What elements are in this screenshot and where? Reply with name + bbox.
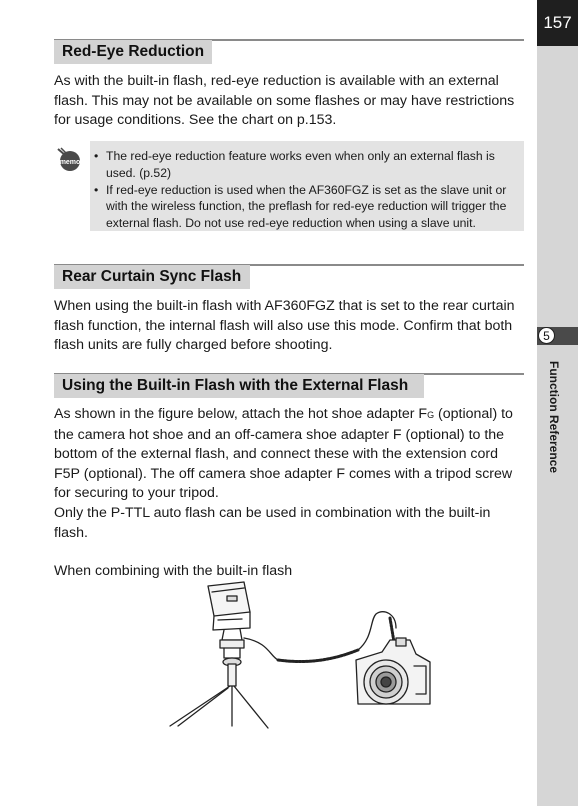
builtin-external-paragraph: As shown in the figure below, attach the hot shoe adapter FG (optional) to the camera hot shoe and an off-camera shoe adapter F (optional) to the bottom of the external flash, and connect these with the extension cord F5P (optional). The off camera shoe adapter F comes with a tripod screw for securing to your tripod. Only the P-TTL auto flash can be used in combination with the built-in flash. When combining with the built-in flash — [54, 406, 513, 580]
section-heading-builtin-external: Using the Built-in Flash with the External Flash — [54, 374, 424, 398]
section-heading-rear-curtain: Rear Curtain Sync Flash — [54, 265, 250, 289]
svg-text:memo: memo — [59, 159, 81, 166]
memo-item: • The red-eye reduction feature works even when only an external flash is used. (p.52) — [106, 148, 514, 182]
red-eye-paragraph: As with the built-in flash, red-eye reduction is available with an external flash. This may not be available on some flashes or may have restrictions for usage conditions. See the chart on p.153. — [54, 73, 515, 129]
chapter-title: Function Reference — [547, 360, 561, 474]
camera-external-flash-illustration — [158, 578, 436, 730]
chapter-number: 5 — [538, 327, 555, 344]
memo-icon — [56, 146, 82, 172]
memo-box — [90, 141, 524, 231]
page-number: 157 — [537, 0, 578, 46]
memo-item: • If red-eye reduction is used when the AF360FGZ is set as the slave unit or with the wireless function, the preflash for red-eye reduction will trigger the external flash. Do not use red-eye reduction when using a slave unit. — [106, 182, 514, 232]
section-heading-red-eye: Red-Eye Reduction — [54, 40, 212, 64]
rear-curtain-paragraph: When using the built-in flash with AF360FGZ that is set to the rear curtain flash function, the internal flash will also use this mode. Confirm that both flash units are fully charged before shooting. — [54, 298, 515, 354]
